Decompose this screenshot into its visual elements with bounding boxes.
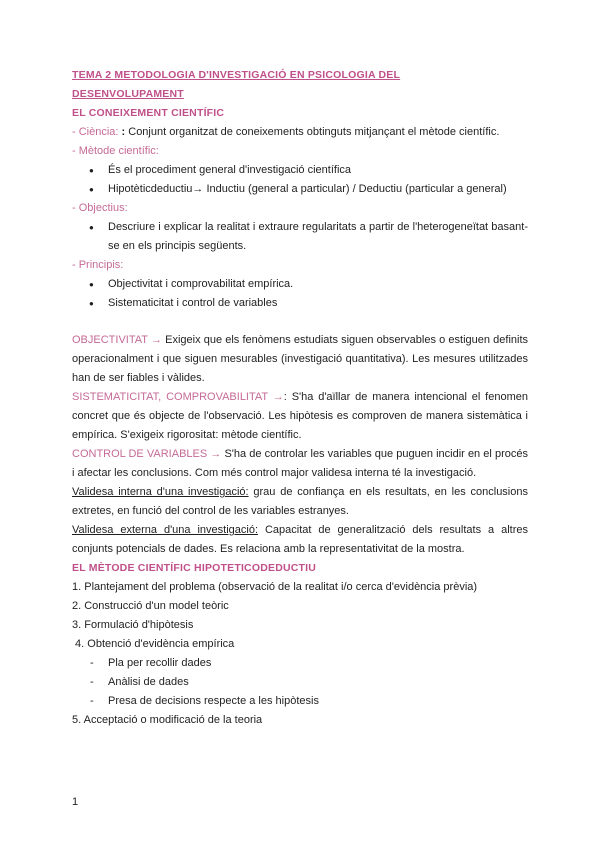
sub-step: - Presa de decisions respecte a les hipòtesis (72, 692, 528, 711)
section-heading-coneixement: EL CONEIXEMENT CIENTÍFIC (72, 107, 225, 119)
step-2: 2. Construcció d'un model teòric (72, 600, 229, 612)
list-item: ● Hipotèticdeductiu→ Inductiu (general a particular) / Deductiu (particular a general) (72, 180, 528, 199)
label-objectius: - Objectius: (72, 202, 128, 214)
document-title: TEMA 2 METODOLOGIA D'INVESTIGACIÓ EN PSICOLOGIA DEL DESENVOLUPAMENT (72, 69, 401, 100)
list-item: ● Objectivitat i comprovabilitat empírica. (72, 275, 528, 294)
label-principis: - Principis: (72, 259, 124, 271)
section-heading-metode: EL MÈTODE CIENTÍFIC HIPOTETICODEDUCTIU (72, 562, 317, 574)
paragraph-sistematicitat: SISTEMATICITAT, COMPROVABILITAT →: S'ha d'aïllar de manera intencional el fenomen concret que és objecte de l'observació. Les hipòtesis es comproven de manera sistemàtica i empírica. S'exigeix rigorositat: mètode científic. (72, 391, 528, 441)
paragraph-validesa-externa: Validesa externa d'una investigació: Capacitat de generalització dels resultats a altres conjunts potencials de dades. Es relaciona amb la representativitat de la mostra. (72, 524, 528, 555)
sub-step: - Anàlisi de dades (72, 673, 528, 692)
step-1: 1. Plantejament del problema (observació de la realitat i/o cerca d'evidència prèvia) (72, 581, 478, 593)
sub-step: - Pla per recollir dades (72, 654, 528, 673)
paragraph-objectivitat: OBJECTIVITAT → Exigeix que els fenòmens estudiats siguen observables o estiguen definits operacionalment i que siguen mesurables (investigació quantitativa). Les mesures utilitzades han de ser fiables i vàlides. (72, 334, 529, 384)
list-item: ● Sistematicitat i control de variables (72, 294, 528, 313)
paragraph-control: CONTROL DE VARIABLES → S'ha de controlar les variables que puguen incidir en el procés i afectar les conclusions. Com més control major validesa interna té la investigació. (72, 448, 528, 479)
page-number: 1 (72, 796, 79, 808)
paragraph-validesa-interna: Validesa interna d'una investigació: grau de confiança en els resultats, en les conclusions extretes, en funció del control de les variables estranyes. (72, 486, 528, 517)
step-4: 4. Obtenció d'evidència empírica (72, 638, 235, 650)
step-5: 5. Acceptació o modificació de la teoria (72, 714, 263, 726)
label-metode: - Mètode científic: (72, 145, 159, 157)
step-3: 3. Formulació d'hipòtesis (72, 619, 194, 631)
list-item: ● Descriure i explicar la realitat i extraure regularitats a partir de l'heterogeneïtat basant-se en els principis següents. (72, 218, 528, 256)
document-page (72, 66, 528, 730)
list-item: ● És el procediment general d'investigació científica (72, 161, 528, 180)
definition-ciencia: - Ciència: : Conjunt organitzat de coneixements obtinguts mitjançant el mètode científic. (72, 126, 500, 138)
